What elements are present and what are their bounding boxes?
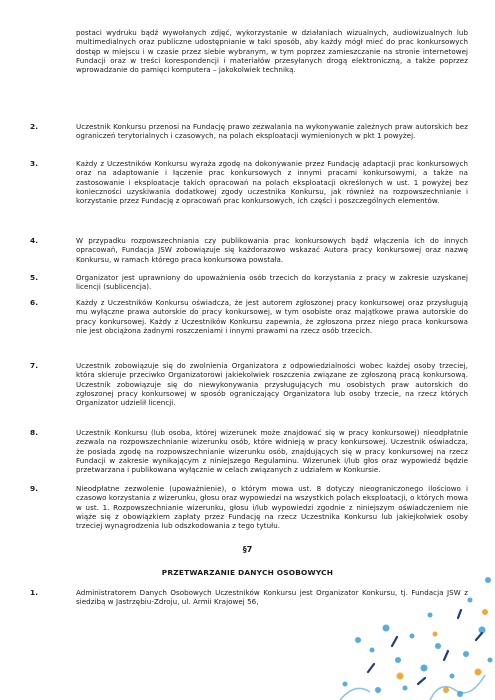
list-number: 1. <box>30 588 39 597</box>
list-text: Każdy z Uczestników Konkursu oświadcza, że jest autorem zgłoszonej pracy konkursowej oraz przysługują mu wyłączne prawa autorskie do pracy konkursowej, w tym osobiste oraz majątkowe prawa autorskie do pracy konkursowej. Każdy z Uczestników Konkursu zapewnia, że zgłoszona przez niego praca konkursowa nie jest obciążona żadnymi roszczeniami i innymi prawami na rzecz osób trzecich. <box>76 298 468 335</box>
list-number: 4. <box>30 236 39 245</box>
list-item <box>30 236 468 264</box>
list-number: 3. <box>30 159 39 168</box>
list-item <box>30 484 468 530</box>
list-number: 2. <box>30 122 39 131</box>
list-number: 9. <box>30 484 39 493</box>
list-item <box>30 588 468 607</box>
list-text: W przypadku rozpowszechniania czy publikowania prac konkursowych bądź włączenia ich do innych opracowań, Fundacja JSW zobowiązuje się każdorazowo wskazać Autora pracy konkursowej oraz nazwę Konkursu, w ramach którego praca konkursowa powstała. <box>76 236 468 264</box>
list-text: Uczestnik Konkursu (lub osoba, której wizerunek może znajdować się w pracy konkursowej) nieodpłatnie zezwala na rozpowszechnianie wizerunku osób, które widnieją w pracy konkursowej. Uczestnik oświadcza, że posiada zgodę na rozpowszechnianie wizerunku osób, znajdujących się w pracy konkursowej na rzecz Fundacji w zakresie wynikającym z niniejszego Regulaminu. Wizerunek i/lub głos oraz wypowiedź będzie przetwarzana i publikowana wyłącznie w celach związanych z udziałem w Konkursie. <box>76 428 468 475</box>
decor-wave <box>340 675 485 700</box>
list-item <box>30 298 468 335</box>
list-item <box>30 273 468 292</box>
list-text: Uczestnik Konkursu przenosi na Fundację prawo zezwalania na wykonywanie zależnych praw autorskich bez ograniczeń terytorialnych i czasowych, na polach eksploatacji wymienionych w pkt 1 powyżej. <box>76 122 468 141</box>
decor-strokes-navy <box>368 610 482 684</box>
list-text: Administratorem Danych Osobowych Uczestników Konkursu jest Organizator Konkursu, tj. Fundacja JSW z siedzibą w Jastrzębiu-Zdroju, ul. Armii Krajowej 56, <box>76 588 468 607</box>
decor-dots-orange <box>397 609 489 693</box>
list-number: 6. <box>30 298 39 307</box>
list-item <box>30 122 468 141</box>
list-item <box>30 361 468 407</box>
list-text: Uczestnik zobowiązuje się do zwolnienia Organizatora z odpowiedzialności wobec każdej osoby trzeciej, która skieruje przeciwko Organizatorowi jakiekolwiek roszczenia związane ze zgłoszoną pracą konkursową. Uczestnik zobowiązuje się do niewykonywania przysługujących mu osobistych praw autorskich do zgłoszonej pracy konkursowej w sposób ograniczający Organizatora lub osoby trzecie, na rzecz których Organizator udzielił licencji. <box>76 361 468 408</box>
section-title: PRZETWARZANIE DANYCH OSOBOWYCH <box>161 568 334 577</box>
continued-paragraph: postaci wydruku bądź wywołanych zdjęć, wykorzystanie w działaniach wizualnych, audiowizualnych lub multimedialnych oraz publiczne udostępnianie w taki sposób, aby każdy mógł mieć do prac konkursowych dostęp w miejscu i w czasie przez siebie wybranym, w tym poprzez zamieszczanie na stronie internetowej Fundacji oraz w treści korespondencji i materiałów przesyłanych drogą elektroniczną, a także poprzez wprowadzanie do pamięci komputera – jakokolwiek techniką. <box>76 28 468 75</box>
list-item <box>30 159 468 205</box>
list-number: 5. <box>30 273 39 282</box>
list-text: Nieodpłatne zezwolenie (upoważnienie), o którym mowa ust. 8 dotyczy nieograniczonego ilościowo i czasowo korzystania z wizerunku, głosu oraz wypowiedzi na wszystkich polach eksploatacji, o których mowa w ust. 1. Rozpowszechnianie wizerunku, głosu i/lub wypowiedzi zgodnie z niniejszym oświadczeniem nie wiąże się z obowiązkiem zapłaty przez Fundację na rzecz Uczestnika Konkursu lub jakiejkolwiek osoby trzeciej wynagrodzenia lub odszkodowania z tego tytułu. <box>76 484 468 531</box>
list-text: Każdy z Uczestników Konkursu wyraża zgodę na dokonywanie przez Fundację adaptacji prac konkursowych oraz na adaptowanie i łączenie prac konkursowych z innymi pracami konkursowymi, a także na zastosowanie i eksploatacje takich opracowań na polach eksploatacji określonych w ust. 1 powyżej bez konieczności uzyskiwania dodatkowej zgody uczestnika Konkursu, jak również na rozpowszechnianie i korzystanie przez Fundację z opracowań prac konkursowych, ich części i poszczególnych elementów. <box>76 159 468 206</box>
list-item <box>30 428 468 474</box>
list-number: 7. <box>30 361 39 370</box>
list-text: Organizator jest uprawniony do upoważnienia osób trzecich do korzystania z pracy w zakresie uzyskanej licencji (sublicencja). <box>76 273 468 292</box>
list-number: 8. <box>30 428 39 437</box>
section-number: §7 <box>242 545 253 554</box>
